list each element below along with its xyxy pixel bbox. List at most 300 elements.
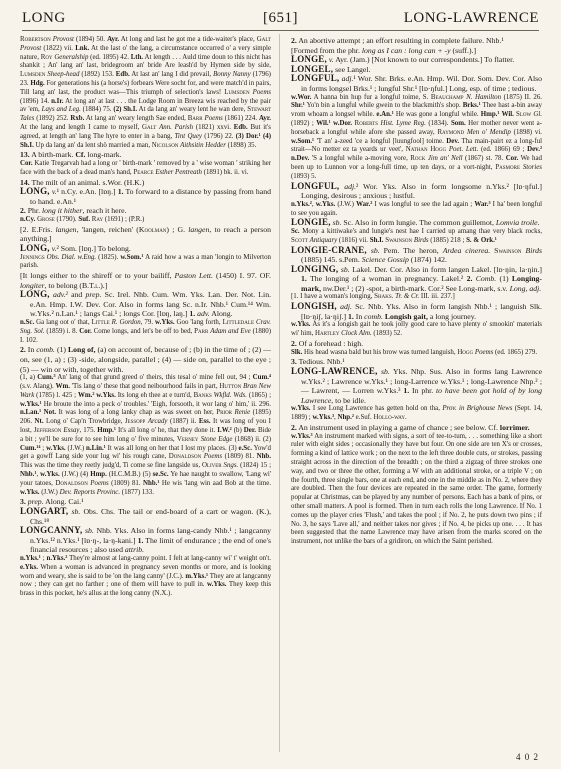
entry-text [20,160,271,178]
entry-segment: [It longs either to the shireff or to your bailiff, [20,271,175,281]
dictionary-entry [20,206,271,216]
entry-segment: (1790). [54,215,79,223]
entry-text [20,271,271,290]
entry-segment: Galt [256,36,271,43]
entry-segment: n.Yks.² [46,554,68,562]
entry-segment: Tr. & Cr. [395,293,420,301]
entry-segment: comb. [36,345,55,355]
entry-segment: Oliver [201,462,222,470]
entry-segment: (2) Sh.I. [113,106,138,114]
entry-segment: Slk. [291,348,303,356]
entry-text [291,302,542,321]
entry-segment: (1) [496,274,512,284]
entry-segment: Poems [474,348,494,356]
entry-segment: Edb. [115,71,130,79]
entry-segment: Poems [204,115,223,123]
entry-segment: long it hither [41,206,83,216]
entry-segment: 1. [137,535,144,545]
entry-segment: n.Sc. [20,319,35,327]
entry-segment: e.Yks. [20,563,38,571]
entry-segment: ¹ n.Cy. e.An. [lɒŋ.] [56,187,118,197]
entry-segment: Swainson [385,236,413,244]
entry-segment: v. [51,243,57,253]
entry-segment: (1796) 23. [20,71,271,87]
entry-segment: (J.W.) [65,444,87,452]
entry-segment: Nathan Hogg [405,146,447,154]
entry-segment: attrib. [124,545,145,555]
entry-segment: Yow'd get a gowff Lang side your lug wi' his rough cane, [20,444,271,461]
entry-segment: ; [40,444,47,452]
entry-segment: n.Yks.² [291,200,312,208]
headword: LONGING, [291,263,339,274]
entry-segment: w.Som.¹ [120,253,144,261]
dictionary-entry [291,74,542,93]
entry-segment: Renie [234,409,251,417]
entry-segment: , to be idle. [331,395,366,405]
entry-segment: 2. [291,339,297,349]
entry-segment: Comb. [475,274,497,284]
entry-segment: w.Yks. [291,405,311,413]
dictionary-entry [20,271,271,290]
entry-segment: (1891) bk. ii. vi. [201,168,249,176]
dictionary-entry [20,374,271,497]
dictionary-entry [291,36,542,46]
entry-segment: Hogg [457,348,474,356]
entry-segment: Tedious. Nhb.¹ [296,357,345,367]
entry-segment: I ha' been longful to see you again. [291,200,542,217]
entry-segment: [1. I have a woman's longing, [291,293,375,301]
entry-segment: a long journey. [427,311,477,321]
entry-segment: (1887) ii. [167,418,199,426]
entry-segment: 13. [20,150,30,160]
entry-segment: (1691) ; (P.R.) [103,215,145,223]
entry-segment: (1885) 218 ; [428,236,467,244]
entry-segment: 14. [20,177,30,187]
entry-segment: When a woman is advanced in pregnancy seven months or more, and is looking worn and weary, she is said to be 'on the lang canny' (J.C.). [20,563,271,580]
entry-segment: For generations his (a horse's) forbears Were socht for, and were match'd in pairs, Till lang an' last, the product was—This triumph of selection's laws! [20,79,271,96]
dictionary-entry [291,46,542,56]
entry-segment: Long o' Cap'n Trowbridge, [43,418,125,426]
entry-segment: (3) Dor.¹ [235,132,261,140]
entry-segment: Ayr. [107,36,120,43]
entry-segment: Verney [176,435,199,443]
entry-segment: sb. [85,526,94,536]
entry-segment: They're almost at lang-canny point. I felt at lang-canny wi' t' weight on't. [67,554,271,562]
entry-segment: (1825). [96,253,121,261]
entry-segment: Provost [52,36,74,43]
entry-segment: m.Yks.¹ [185,572,209,580]
entry-text [291,74,542,93]
entry-segment: An instrument marked with signs, a sort of tee-to-tum, . . . something like a short ruler with eight sides ; occasionally they have but four. On one side are ten X's or crosses, forming a kind of lattice work ; on the next to the left three double cuts, or strokes, passing straight across in the direction of the breadth ; on the third a zigzag of three strokes one way, and two or three the other, forming a W with an additional stroke, or a triple V ; on the fourth, three single bars, one at each end, and one in the middle as in No. 2, where they are doubled. Then the four devices are repeated in the same order. The game, formerly popular at Christmas, can be played by any number of persons. Each has a bank of pins, or other small matters. A pool is formed. Then in turn each rolls the long Lawrence. If No. 1 comes up the player cries 'Flush,' and takes the pool ; if No. 2, he puts down two pins ; if No. 3, he says 'Lave all,' and neither takes nor gives ; if No. 4, he picks up one. . . . It has been suggested that the name Lawrence may have arisen from the marks scored on the instrument, not unlike the bars of a gridiron, on which the Saint perished. [291,432,542,546]
entry-segment: , to reach a person anything.] [20,224,271,244]
dictionary-entry [291,321,542,339]
entry-segment: (b) [231,427,244,435]
entry-text [291,201,542,219]
entry-text [20,254,271,272]
dictionary-entry [291,201,542,219]
entry-segment: sb. [370,245,380,255]
entry-segment: (1, a) [20,374,38,382]
entry-segment: Cum.⁴ [252,374,271,382]
entry-segment: Along. [209,309,233,319]
headword: LONGCANNY, [20,525,83,536]
entry-segment: In [353,311,365,321]
entry-segment: S. & Ork.¹ [466,236,497,244]
entry-segment: 2. [20,345,26,355]
entry-segment: Sheep-head [47,71,80,79]
dictionary-entry [20,345,271,374]
entry-segment: w.Yks. [40,471,60,478]
entry-segment: Raymond [437,128,465,136]
entry-text [20,216,271,225]
entry-segment: Poems [252,88,271,96]
entry-segment: (1877) 133. [120,488,154,496]
entry-segment: Goo 'lang forth, [174,319,223,327]
entry-segment: Sc. [291,227,300,235]
headword: LONG, [20,242,50,253]
entry-segment: long-mark. [85,150,122,160]
entry-segment: It was all long on her that I lost my places. (3) [105,444,239,452]
entry-segment: War.² [356,200,373,208]
entry-segment: w.Yks. [46,444,66,452]
entry-segment: Poems [90,479,109,487]
entry-segment: Stone Edge [200,435,233,443]
entry-segment: Roberts [354,119,379,127]
headword: LONGFUL, [291,180,340,191]
entry-segment: Dev.² [527,146,542,154]
dictionary-entry [20,244,271,254]
entry-segment: Ardea cinerea. [442,245,491,255]
entry-segment: (1892) 252. [34,115,71,123]
headword: LONG, [20,186,50,197]
entry-segment: sb. [340,264,350,274]
entry-segment: see Langel. [333,64,371,74]
entry-segment: At long and last he got me a tide-waiter's place, [119,36,257,43]
headword: LONGE, [291,54,327,65]
entry-segment: The longing of a woman in pregnancy. Lakel.² [306,274,467,284]
entry-segment: War.³ [474,200,491,208]
entry-segment: Rock [410,155,426,163]
entry-segment: Obs. Dial. w.Eng. [46,253,97,261]
entry-segment: I see Long Lawrence has getten hold on tha, [310,405,443,413]
entry-segment: sb. [381,367,390,377]
headword: LONGEL, [291,63,334,74]
entry-segment: Sh.I. [369,236,384,244]
entry-segment: Banks [193,391,212,399]
entry-segment: (1898) vi. [510,128,542,136]
entry-segment: (1874) 142. [408,255,447,265]
dictionary-entry [291,246,542,265]
entry-segment: (1859) i. 8. [44,327,80,335]
entry-segment: Cor. [79,327,92,335]
entry-segment: Lnk. [75,44,90,52]
entry-segment: Jennings [20,253,45,261]
entry-segment: , 'langen, reichen' ( [76,224,139,234]
entry-segment: Nt. [34,418,44,426]
dictionary-entry [20,36,271,150]
entry-segment: It was long of you I lost, [20,418,271,435]
entry-segment: Donaldson [168,453,202,461]
entry-segment: n.Dev. [291,155,310,163]
entry-segment: B.T.l. [82,280,101,290]
entry-segment: Thee hast a-bin away vrom whoam a longsel while. [291,102,542,119]
entry-segment: n.Lan.¹ [20,409,42,417]
entry-segment: w.Yks. [20,488,40,496]
entry-segment: Nhb. [256,453,271,461]
entry-segment: e.Suf. [353,414,374,422]
page-number: [651] [263,10,298,26]
dictionary-entry [20,254,271,272]
entry-text [291,246,542,265]
entry-segment: Ray [91,215,104,223]
entry-segment: Adam and Eve [210,327,251,335]
entry-segment: (suff.).] [450,45,477,55]
entry-segment: langen [188,224,210,234]
entry-segment: Nhp.² [337,414,354,422]
entry-segment: Katie Tregarvah had a long or ' birth-mark ' removed by a ' wise woman ' striking her face with the back of a dead man's hand, [20,159,271,176]
entry-text [291,218,542,228]
entry-segment: Cor. [20,159,33,167]
entry-segment: Lumsden [20,71,46,79]
dictionary-entry [291,339,542,349]
entry-text [291,182,542,201]
entry-segment: Generalship [54,53,89,61]
entry-segment: 'T an' a-zeed 'ce a longful [luungfool] toime. [314,137,447,145]
entry-segment: Poet. Lett. [448,146,479,154]
entry-segment: (1865) ; [246,391,271,399]
dictionary-entry [291,349,542,358]
dictionary-entry [20,216,271,225]
entry-segment: w.Dor. [333,119,353,127]
headword: LONGIE-CRANE, [291,244,367,255]
entry-segment: ² Wor. Yks. Also in form longsome n.Yks.² [lɒ·ŋful.] Longing, desirous ; anxious ; lustful. [301,181,542,201]
entry-segment: Long of, [67,345,96,355]
entry-segment: The milt of an animal. s.Wor. (H.K.) [29,177,145,187]
entry-segment: N. Hamilton [466,93,502,101]
entry-segment: Clock Alm. [341,330,372,338]
entry-segment: Robertson [20,36,53,43]
entry-segment: Tales [20,115,35,123]
entry-segment: Edb. [233,123,248,131]
entry-segment: w.Yks.³ [312,414,335,422]
entry-segment: Cum.³ [37,374,56,382]
entry-segment: Bide a bit ; ye'll be sure for to see him long o' five minutes, [20,427,271,443]
entry-segment: sb. [71,506,81,516]
entry-segment: ).] [100,280,108,290]
entry-segment: 1. [301,274,307,284]
entry-text [20,555,271,599]
entry-segment: adj. [341,74,354,84]
entry-segment: (ed. 1865) 279. [493,348,538,356]
entry-segment: n.Ir. [51,97,64,105]
entry-segment: Lays and Leg. [41,106,81,114]
entry-segment: Cf. [75,150,86,160]
entry-segment: Antiquary [309,236,338,244]
entry-segment: Rxb. [70,115,85,123]
entry-segment: 'Tis lang o' these that good neibourhood fails in part, [69,383,220,391]
entry-segment: , [311,200,316,208]
running-head-right: LONG-LAWRENCE [403,10,539,26]
running-head [22,8,539,30]
entry-segment: (1450) I. 97. OF. [213,271,271,281]
entry-segment: Up da lang an' da lent shö married a man, [33,141,152,149]
entry-segment: Parr [194,327,209,335]
right-column [291,36,542,748]
signature-mark: 4 0 2 [516,752,539,762]
entry-segment: Ann. Parish [159,123,194,131]
entry-segment: Obs. Chs. The tail or end-board of a cart or wagon. (K.), Chs.¹⁸ [30,506,271,526]
entry-segment: Nhb.¹ [20,471,37,478]
entry-segment: At long an' at last . . . the Lodge Room in Breeza wis reached by the pair av 'em, [20,97,271,114]
entry-text [291,433,542,547]
entry-segment: Cor. [505,155,519,163]
entry-segment: Slow [516,111,532,119]
entry-segment: An' lang of that grund greed o' theirs, this tesal o' mine fell out, 94 ; [55,374,253,382]
entry-segment: Scott [291,236,308,244]
entry-segment: 1. [117,187,124,197]
entry-segment: Nhb. Yks. Also in forms lang-candy Nhb.¹ ; langcanny n.Yks.¹² n.Yks.¹ [lɒ·ŋ-, la·ŋ-kani.] [30,526,271,545]
entry-segment: Hutton [219,383,242,391]
entry-segment: 2. [291,36,297,45]
entry-segment: S. Beauchamp [422,93,464,101]
dictionary-entry [291,218,542,228]
entry-segment: adv. [197,309,210,319]
entry-segment: Koolman [138,224,167,234]
entry-segment: Prov. in Brighouse News [442,405,513,413]
entry-segment: Ye hae naught to swallow, 'Lang wi' your tatoes, [20,471,271,487]
entry-segment: Arcady [147,418,168,426]
entry-segment: (Sept. 14, 1889) ; [291,405,542,422]
entry-segment: w.Wor. [291,93,312,101]
entry-segment: Sc. Irel. Nhb. Cum. Wm. Yks. Lan. Der. Not. Lin. e.An. Hmp. I.W. Dev. Cor. Also in forms lang Sc. n.Ir. Nhb.¹ Cum.¹⁴ Wm. w.Yks.² n.Lan.¹ ; langs Cai.¹ ; longs Cor. [lɒŋ, laŋ.] [30,290,271,319]
entry-segment: Barr [187,115,203,123]
entry-segment: Phr. [25,206,42,216]
entry-segment: Wm. [55,383,70,391]
entry-segment: Pearce [133,168,154,176]
entry-segment: Suf. [78,215,91,223]
entry-segment: Her mother never went a-horseback a longful while afore she passed away, [291,119,542,136]
entry-segment: 2. [291,423,297,432]
entry-segment: He broute the into a peck o' troubles.' 'Eigh, forsooth, it wor lang o' him,' ii. 296. [41,400,271,408]
entry-segment: , 79. [140,319,156,327]
headword: LONGFUL, [291,73,340,84]
entry-segment: A birth-mark. [29,150,76,160]
entry-segment: (1816) vii. [337,236,370,244]
entry-segment: (J.W.) [335,200,357,208]
entry-segment: Littledale [222,319,255,327]
entry-segment: Sc. Also in form lungie. The common guillemot, [341,218,496,228]
entry-segment: se.Sc. [152,471,169,478]
entry-segment: prep. [85,290,102,300]
entry-text [20,319,271,345]
entry-text [20,507,271,526]
entry-segment: Birds [525,245,542,255]
entry-segment: He was gone a longful while. [393,111,481,119]
entry-segment: Dev. Reports Provinc. [59,488,121,496]
entry-text [20,187,271,206]
entry-segment: Pem. The heron, [379,245,443,255]
entry-segment: Wkfld. Wds. [213,391,247,399]
entry-segment: Poems [203,453,223,461]
entry-segment: , reach it here. [82,206,127,216]
entry-segment: Dev. [446,137,460,145]
dictionary-entry [291,228,542,246]
entry-segment: He wis 'lang win aad Bob at the time. [159,479,271,487]
entry-segment: Come longs, and let's be off to bed, [91,327,195,335]
entry-segment: long as I can : long can + -y [361,45,451,55]
dictionary-entry [20,225,271,244]
entry-segment: (1809) 81. [222,453,257,461]
entry-segment: longiter [20,280,45,290]
dictionary-entry [20,507,271,526]
entry-segment: But it's agreed, at length an' lang The hyre to enter in a bang, [20,123,271,140]
entry-segment: w.Yks. [207,581,227,589]
entry-segment: As it's a longish gait he took jolly good care to have plenty o' smookin' materials wi' him, [291,321,542,338]
entry-segment: Mony a kittiwake's and lungie's nest hae I carried up amang thae very black rocks, [299,227,542,235]
entry-segment: n.Cy. [20,215,36,223]
entry-segment: Yks. Nhp. Sus. Also in forms lang Lawrence w.Yks.² ; Lawrence w.Yks.¹ ; long-Larrence w.Yks.¹ ; long-Lawrence Nhp.² ; — Lawrent, — Lorren w.Yks.³ [301,367,542,396]
entry-segment: 1. [189,309,196,319]
entry-segment: Sc. Nhb. Yks. Also in form langish Nhb.¹ ; languish Slk. [lɒ·ŋiʃ, la·ŋiʃ.] [301,302,542,321]
entry-segment: Sngs. [223,462,239,470]
dictionary-entry [20,150,271,160]
entry-segment: III. iii. 237.] [419,293,455,301]
dictionary-entry [291,265,542,294]
entry-segment: Donaldson [55,479,88,487]
entry-segment: , [36,471,41,478]
entry-segment: , [334,414,338,422]
entry-segment: sb. [332,218,342,228]
entry-segment: Jessopp [124,418,146,426]
entry-segment: e.Sc. [238,444,252,452]
entry-segment: (1824) 15 ; [238,462,271,470]
entry-segment: (1867) st. 78. [462,155,506,163]
entry-segment: At da lang an' weary lent he wan dere, [137,106,248,114]
entry-segment: 3. [20,497,26,507]
entry-segment: nw.Der.¹ ; (2) -spot, a birth-mark. Cor.² See Long-mark, s.v. [321,283,510,293]
entry-text [291,339,542,349]
entry-segment: I.W.² [217,427,232,435]
entry-segment: (1884) 75. [80,106,114,114]
entry-segment: adv.² [53,290,68,300]
entry-segment: 3. [291,357,297,367]
entry-segment: A hanna bin hup fur a longful toime, [311,93,423,101]
entry-text [20,150,271,160]
dictionary-entry [291,302,542,321]
entry-segment: Stewart [247,106,271,114]
entry-segment: ) ; G. [166,224,189,234]
entry-segment: (1892) ; [291,119,317,127]
entry-segment: I was longful to see the lad again ; [372,200,475,208]
entry-segment: Birds [413,236,429,244]
entry-text [291,321,542,339]
entry-segment: adj. [340,302,352,312]
entry-segment: Tha main-pairt ez a long-ful strait—No metter ez ta yeards ur veet', [291,137,542,154]
entry-text [291,367,542,405]
entry-segment: (1785) l. 425 ; [34,391,78,399]
entry-segment: [Formed from the phr. [291,45,362,55]
headword: LONGIE, [291,217,331,228]
entry-segment: Cum.¹⁴ [20,444,41,452]
entry-segment: Wil. [501,111,514,119]
entry-segment: Of a forehead : high. [296,339,364,349]
entry-segment: Ayr. (Jam.) [Not known to our correspondents.] To flatter. [333,55,515,65]
entry-segment: w.Yks. [155,319,175,327]
entry-segment: At the lang and length I came to myself, [20,123,143,131]
dictionary-entry [20,187,271,206]
entry-text [291,405,542,423]
entry-segment: (4) Sh.I. [20,132,271,149]
